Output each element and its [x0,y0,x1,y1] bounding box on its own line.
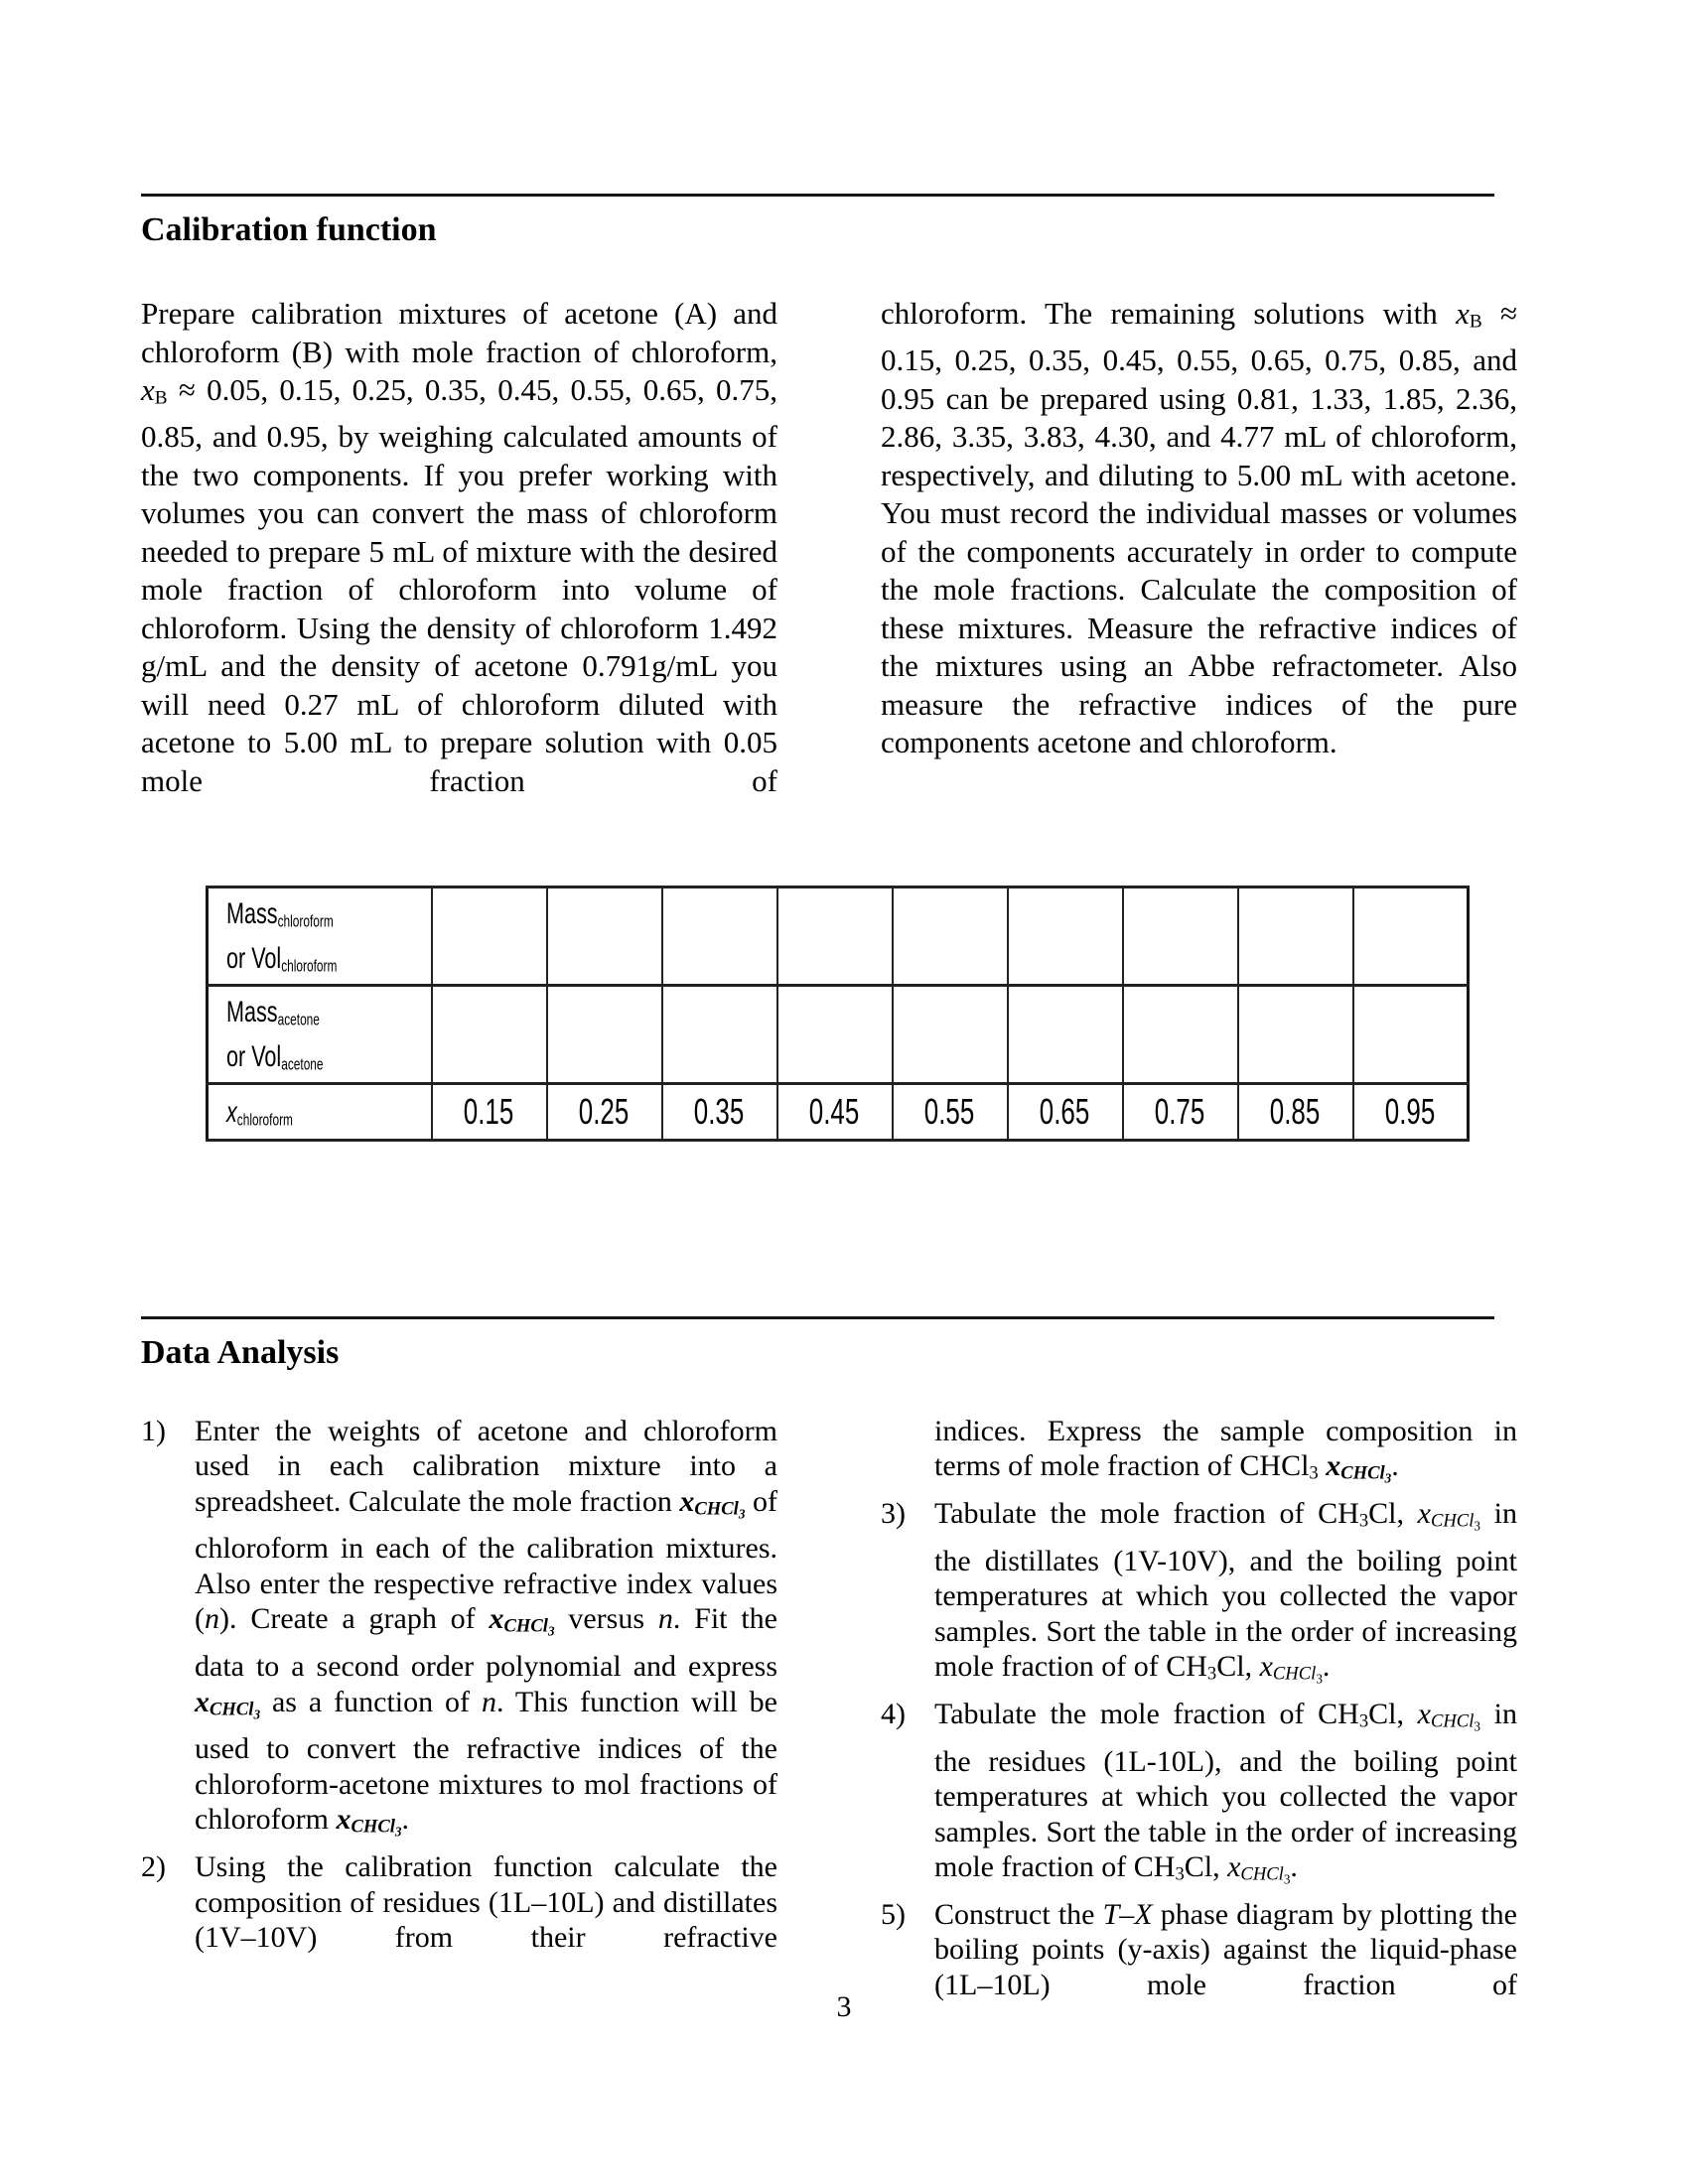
list-item-5 [881,1897,1517,2003]
table-cell-empty [432,986,547,1084]
item-text: Using the calibration function calculate the composition of residues (1L–10L) and distillates (1V–10V) from their refractive [195,1850,777,1955]
table-cell-empty [1353,986,1469,1084]
calibration-paragraph-left: Prepare calibration mixtures of acetone (A) and chloroform (B) with mole fraction of chloroform, xB ≈ 0.05, 0.15, 0.25, 0.35, 0.45, 0.55, 0.65, 0.75, 0.85, and 0.95, by weighing calculated amounts of the two components. If you prefer working with volumes you can convert the mass of chloroform needed to prepare 5 mL of mixture with the desired mole fraction of chloroform into volume of chloroform. Using the density of chloroform 1.492 g/mL and the density of acetone 0.791g/mL you will need 0.27 mL of chloroform diluted with acetone to 5.00 mL to prepare solution with 0.05 mole fraction of [141,296,777,798]
item-number: 2) [141,1850,166,1884]
list-item-4 [881,1697,1517,1897]
page-content [141,194,1517,2002]
table-cell-value: 0.95 [1353,1084,1469,1141]
table-cell-empty [1353,887,1469,986]
analysis-column-left [141,1414,777,2003]
table-cell-empty [662,986,777,1084]
table-cell-value: 0.75 [1123,1084,1238,1141]
table-cell-value: 0.85 [1238,1084,1353,1141]
item-number: 5) [881,1897,906,1931]
table-cell-empty [1123,986,1238,1084]
table-cell-value: 0.65 [1008,1084,1123,1141]
row-header-mass-chloroform [208,887,432,986]
table-cell-value: 0.25 [547,1084,662,1141]
table-cell-empty [1008,887,1123,986]
table-cell-empty [777,887,893,986]
item-number: 4) [881,1697,906,1730]
table-cell-empty [1008,986,1123,1084]
table-cell-empty [777,986,893,1084]
table-cell-empty [547,986,662,1084]
row-header-x-chloroform: xchloroform [208,1084,432,1141]
table-row-mass-chloroform [208,887,1469,986]
table-cell-empty [893,986,1008,1084]
row-label-line: or Volchloroform [226,942,338,976]
row-label-line: Masschloroform [226,897,334,931]
analysis-column-right [881,1414,1517,2003]
calibration-table [206,886,1470,1142]
list-item-3 [881,1496,1517,1697]
calibration-paragraph-right: chloroform. The remaining solutions with xB ≈ 0.15, 0.25, 0.35, 0.45, 0.55, 0.65, 0.75, 0.85, and 0.95 can be prepared using 0.81, 1.33, 1.85, 2.36, 2.86, 3.35, 3.83, 4.30, and 4.77 mL of chloroform, respectively, and diluting to 5.00 mL with acetone. You must record the individual masses or volumes of the components accurately in order to compute the mole fractions. Calculate the composition of these mixtures. Measure the refractive indices of the mixtures using an Abbe refractometer. Also measure the refractive indices of the pure components acetone and chloroform. [881,296,1518,760]
list-item-2-continuation [881,1414,1517,1496]
item-text: Enter the weights of acetone and chloroform used in each calibration mixture into a spreadsheet. Calculate the mole fraction xCHCl$_3$ of chloroform in each of the calibration mixtures. Also enter the respective refractive index values (n). Create a graph of xCHCl$_3$ versus n. Fit the data to a second order polynomial and express xCHCl$_3$ as a function of n. This function will be used to convert the refractive indices of the chloroform-acetone mixtures to mol fractions of chloroform xCHCl$_3$. [195,1414,777,1840]
table-cell-value: 0.35 [662,1084,777,1141]
table-cell-empty [893,887,1008,986]
calibration-column-right [881,295,1517,800]
page-number: 3 [836,1990,852,2023]
row-label-line: Massacetone [226,996,320,1029]
table-cell-empty [1238,887,1353,986]
item-number: 3) [881,1496,906,1530]
table-row-mole-fraction [208,1084,1469,1141]
list-item-1 [141,1414,777,1850]
item-text: Tabulate the mole fraction of CH3Cl, xCHCl$_3$ in the residues (1L-10L), and the boiling point temperatures at which you collected the vapor samples. Sort the table in the order of increasing mole fraction of CH3Cl, xCHCl$_3$. [934,1697,1517,1887]
table-row-mass-acetone [208,986,1469,1084]
table-cell-empty [662,887,777,986]
item-number: 1) [141,1414,166,1447]
table-cell-value: 0.55 [893,1084,1008,1141]
section-heading-calibration: Calibration function [141,194,1494,248]
item-number [881,1414,934,1496]
item-text: Tabulate the mole fraction of CH3Cl, xCHCl$_3$ in the distillates (1V-10V), and the boiling point temperatures at which you collected the vapor samples. Sort the table in the order of increasing mole fraction of of CH3Cl, xCHCl$_3$. [934,1496,1517,1687]
table-cell-empty [432,887,547,986]
table-cell-empty [1123,887,1238,986]
calibration-column-left [141,295,777,800]
list-item-2 [141,1849,777,1956]
table-cell-value: 0.45 [777,1084,893,1141]
data-analysis-list [141,1414,1517,2003]
item-text: Construct the T–X phase diagram by plotting the boiling points (y-axis) against the liquid-phase (1L–10L) mole fraction of [934,1897,1517,2001]
section-heading-data-analysis: Data Analysis [141,1316,1494,1371]
table-cell-value: 0.15 [432,1084,547,1141]
item-text: indices. Express the sample composition in terms of mole fraction of CHCl3 xCHCl$_3$. [934,1414,1517,1486]
row-label-line: or Volacetone [226,1040,324,1074]
table-cell-empty [1238,986,1353,1084]
table-cell-empty [547,887,662,986]
calibration-columns [141,295,1517,800]
row-header-mass-acetone [208,986,432,1084]
